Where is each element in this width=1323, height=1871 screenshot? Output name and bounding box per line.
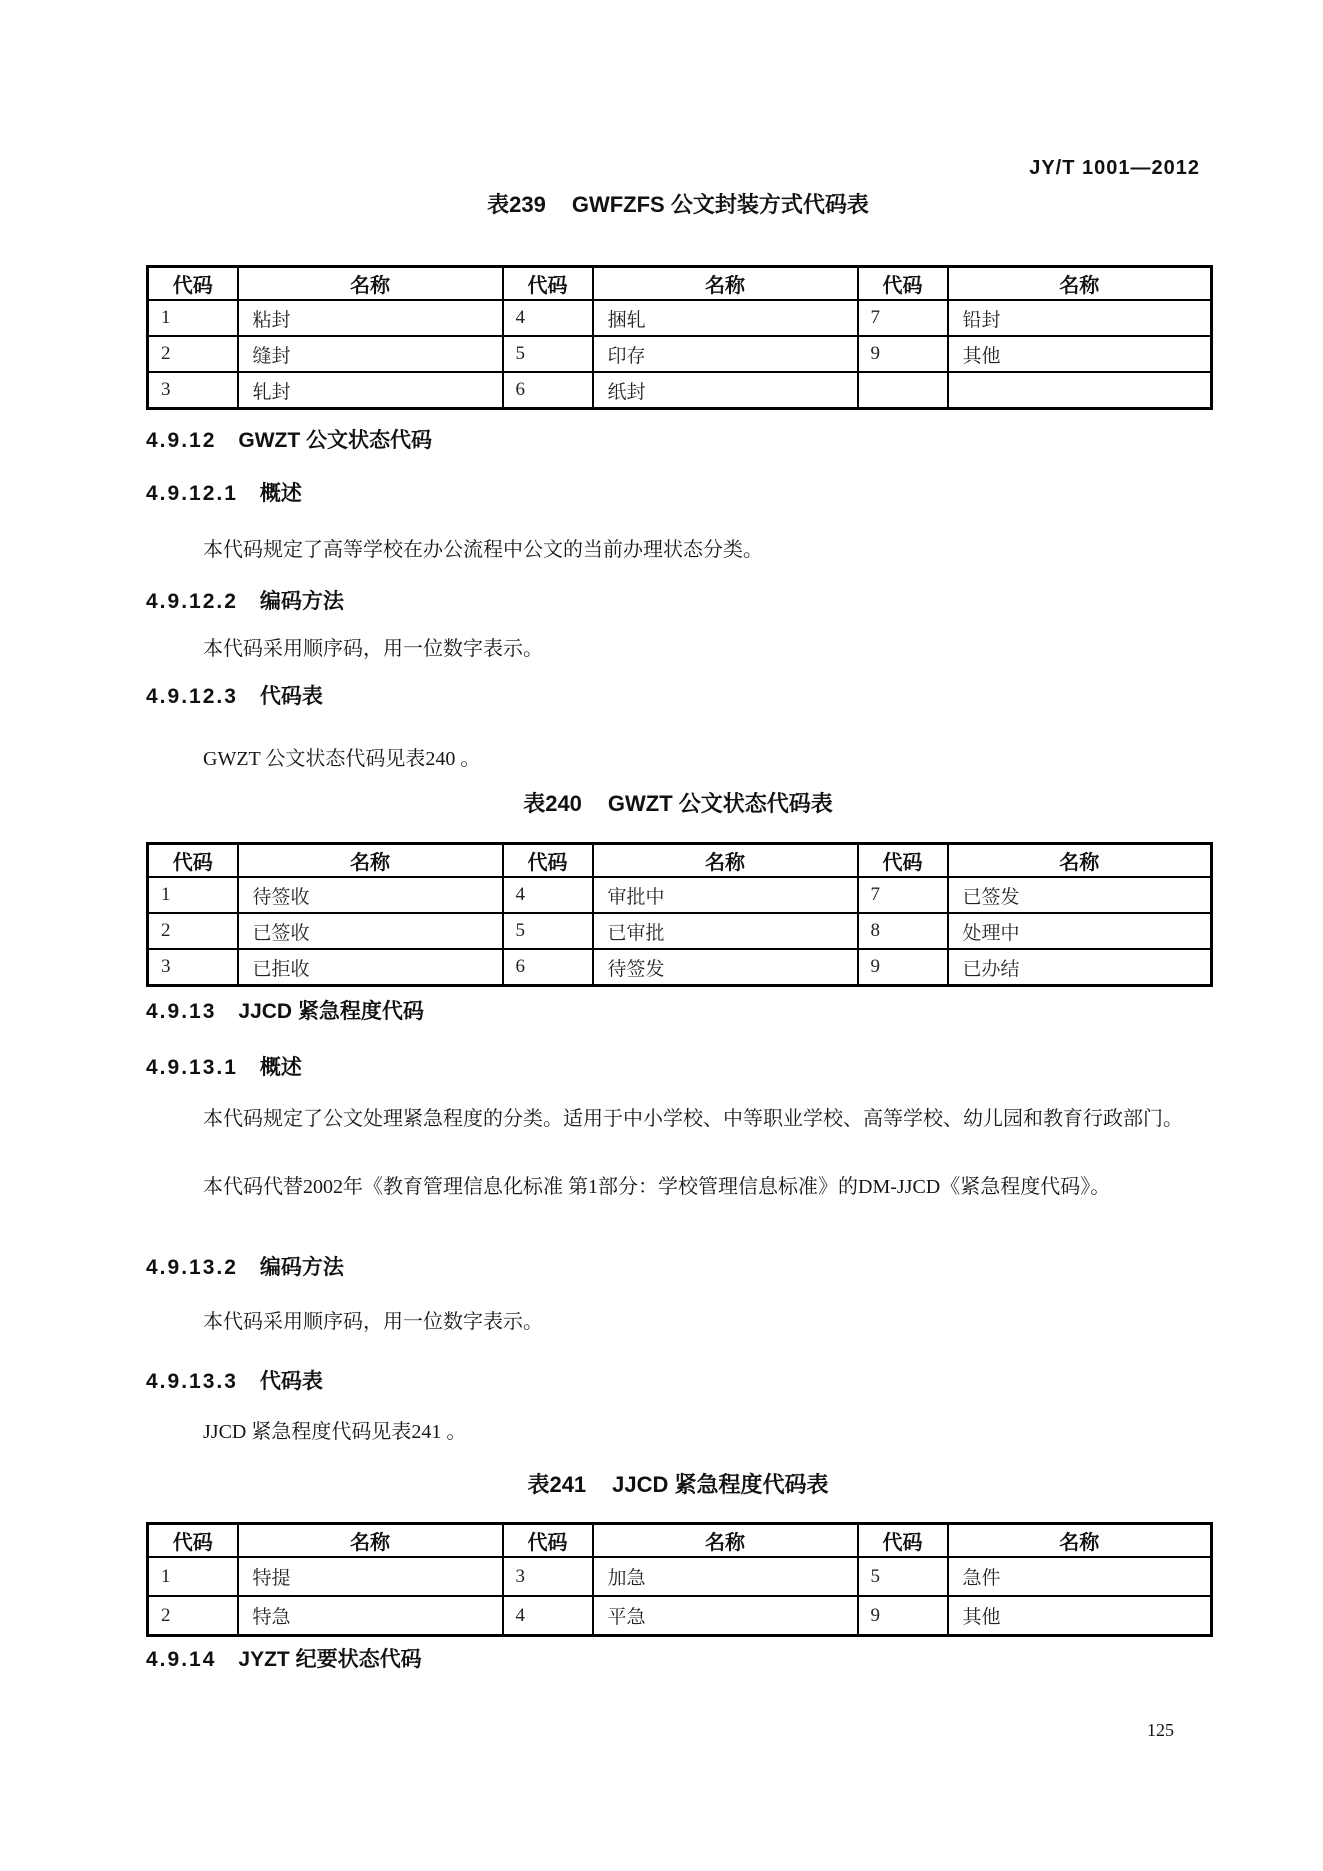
table-caption-241 <box>146 1470 1210 1500</box>
table-header-row <box>148 844 1212 878</box>
section-heading-4-9-13-1 <box>146 1055 1206 1081</box>
code-cell: 4 <box>503 877 593 913</box>
code-cell <box>858 372 948 409</box>
name-cell: 轧封 <box>238 372 503 409</box>
table-caption-title: GWFZFS 公文封装方式代码表 <box>571 192 869 217</box>
section-heading-4-9-13-2 <box>146 1255 1206 1281</box>
table-row <box>148 1557 1212 1596</box>
code-cell: 3 <box>503 1557 593 1596</box>
table-241 <box>146 1522 1213 1637</box>
paragraph-overview-jjcd-1: 本代码规定了公文处理紧急程度的分类。适用于中小学校、中等职业学校、高等学校、幼儿园和教育行政部门。 <box>203 1108 1183 1130</box>
section-number: 4.9.13.1 <box>146 1056 238 1079</box>
code-cell: 5 <box>858 1557 948 1596</box>
column-header: 名称 <box>593 1524 858 1558</box>
section-number: 4.9.12 <box>146 429 217 452</box>
table-caption-number: 表239 <box>487 192 546 217</box>
section-number: 4.9.12.3 <box>146 685 238 708</box>
code-cell: 1 <box>148 300 238 336</box>
code-cell: 3 <box>148 372 238 409</box>
table-header-cells <box>148 1524 1212 1558</box>
paragraph-coding-method-gwzt: 本代码采用顺序码，用一位数字表示。 <box>203 638 543 660</box>
section-heading-4-9-12-1 <box>146 481 1206 507</box>
name-cell: 已审批 <box>593 913 858 949</box>
table-caption-number: 表240 <box>523 791 582 816</box>
name-cell: 待签发 <box>593 949 858 986</box>
name-cell <box>948 372 1212 409</box>
section-title: 编码方法 <box>259 1256 344 1279</box>
column-header: 代码 <box>858 1524 948 1558</box>
section-title: 编码方法 <box>259 590 344 613</box>
paragraph-coding-method-jjcd: 本代码采用顺序码，用一位数字表示。 <box>203 1311 543 1333</box>
column-header: 名称 <box>238 844 503 878</box>
column-header: 名称 <box>948 1524 1212 1558</box>
table-row <box>148 372 1212 409</box>
page-number: 125 <box>1147 1720 1174 1740</box>
name-cell: 其他 <box>948 336 1212 372</box>
column-header: 代码 <box>503 1524 593 1558</box>
column-header: 名称 <box>948 267 1212 301</box>
paragraph-table-reference-jjcd: JJCD 紧急程度代码见表241 。 <box>203 1421 467 1443</box>
name-cell: 铅封 <box>948 300 1212 336</box>
code-cell: 5 <box>503 913 593 949</box>
code-cell: 6 <box>503 949 593 986</box>
code-cell: 6 <box>503 372 593 409</box>
name-cell: 印存 <box>593 336 858 372</box>
name-cell: 待签收 <box>238 877 503 913</box>
section-number: 4.9.12.2 <box>146 590 238 613</box>
column-header: 代码 <box>858 844 948 878</box>
table-caption-title: JJCD 紧急程度代码表 <box>612 1472 829 1497</box>
column-header: 代码 <box>503 267 593 301</box>
table-row <box>148 336 1212 372</box>
code-cell: 2 <box>148 913 238 949</box>
section-heading-4-9-12-2 <box>146 589 1206 615</box>
name-cell: 已签收 <box>238 913 503 949</box>
column-header: 名称 <box>948 844 1212 878</box>
section-heading-4-9-12-3 <box>146 684 1206 710</box>
code-cell: 7 <box>858 300 948 336</box>
table-header-cells <box>148 844 1212 878</box>
table-caption-239 <box>146 190 1210 220</box>
table-header-cells <box>148 267 1212 301</box>
name-cell: 特提 <box>238 1557 503 1596</box>
paragraph-overview-gwzt: 本代码规定了高等学校在办公流程中公文的当前办理状态分类。 <box>203 539 763 561</box>
section-heading-4-9-13 <box>146 999 1206 1025</box>
table-240 <box>146 842 1213 987</box>
section-heading-4-9-12 <box>146 428 1206 454</box>
code-cell: 9 <box>858 1596 948 1636</box>
name-cell: 已拒收 <box>238 949 503 986</box>
code-cell: 2 <box>148 336 238 372</box>
name-cell: 审批中 <box>593 877 858 913</box>
column-header: 名称 <box>238 1524 503 1558</box>
section-number: 4.9.13.2 <box>146 1256 238 1279</box>
section-heading-4-9-13-3 <box>146 1369 1206 1395</box>
name-cell: 缝封 <box>238 336 503 372</box>
paragraph-table-reference-gwzt: GWZT 公文状态代码见表240 。 <box>203 748 481 770</box>
name-cell: 粘封 <box>238 300 503 336</box>
section-title: GWZT 公文状态代码 <box>238 429 433 452</box>
table-caption-240 <box>146 789 1210 819</box>
code-cell: 3 <box>148 949 238 986</box>
section-number: 4.9.13.3 <box>146 1370 238 1393</box>
code-cell: 2 <box>148 1596 238 1636</box>
code-cell: 1 <box>148 877 238 913</box>
section-heading-4-9-14 <box>146 1647 1206 1673</box>
column-header: 名称 <box>593 267 858 301</box>
code-cell: 5 <box>503 336 593 372</box>
section-title: JJCD 紧急程度代码 <box>238 1000 424 1023</box>
section-number: 4.9.14 <box>146 1648 217 1671</box>
section-title: 代码表 <box>259 1370 323 1393</box>
column-header: 代码 <box>148 267 238 301</box>
name-cell: 处理中 <box>948 913 1212 949</box>
column-header: 代码 <box>148 844 238 878</box>
section-title: JYZT 纪要状态代码 <box>238 1648 422 1671</box>
code-cell: 1 <box>148 1557 238 1596</box>
code-cell: 7 <box>858 877 948 913</box>
name-cell: 急件 <box>948 1557 1212 1596</box>
table-body <box>148 877 1212 986</box>
name-cell: 平急 <box>593 1596 858 1636</box>
column-header: 代码 <box>858 267 948 301</box>
table-row <box>148 1596 1212 1636</box>
column-header: 代码 <box>148 1524 238 1558</box>
table-body <box>148 1557 1212 1636</box>
name-cell: 纸封 <box>593 372 858 409</box>
code-cell: 8 <box>858 913 948 949</box>
name-cell: 已签发 <box>948 877 1212 913</box>
table-caption-title: GWZT 公文状态代码表 <box>607 791 833 816</box>
table-header-row <box>148 1524 1212 1558</box>
section-number: 4.9.13 <box>146 1000 217 1023</box>
code-cell: 9 <box>858 949 948 986</box>
table-row <box>148 913 1212 949</box>
column-header: 名称 <box>238 267 503 301</box>
table-header-row <box>148 267 1212 301</box>
table-caption-number: 表241 <box>527 1472 587 1497</box>
name-cell: 已办结 <box>948 949 1212 986</box>
table-row <box>148 949 1212 986</box>
name-cell: 加急 <box>593 1557 858 1596</box>
code-cell: 4 <box>503 1596 593 1636</box>
section-title: 概述 <box>259 482 302 505</box>
section-title: 概述 <box>259 1056 302 1079</box>
table-body <box>148 300 1212 409</box>
code-cell: 9 <box>858 336 948 372</box>
name-cell: 其他 <box>948 1596 1212 1636</box>
section-number: 4.9.12.1 <box>146 482 238 505</box>
name-cell: 特急 <box>238 1596 503 1636</box>
section-title: 代码表 <box>259 685 323 708</box>
column-header: 名称 <box>593 844 858 878</box>
code-cell: 4 <box>503 300 593 336</box>
table-239 <box>146 265 1213 410</box>
standard-number-header: JY/T 1001—2012 <box>1029 157 1200 179</box>
table-row <box>148 300 1212 336</box>
paragraph-overview-jjcd-2: 本代码代替2002年《教育管理信息化标准 第1部分：学校管理信息标准》的DM-JJCD《紧急程度代码》。 <box>203 1176 1111 1198</box>
name-cell: 捆轧 <box>593 300 858 336</box>
table-row <box>148 877 1212 913</box>
column-header: 代码 <box>503 844 593 878</box>
